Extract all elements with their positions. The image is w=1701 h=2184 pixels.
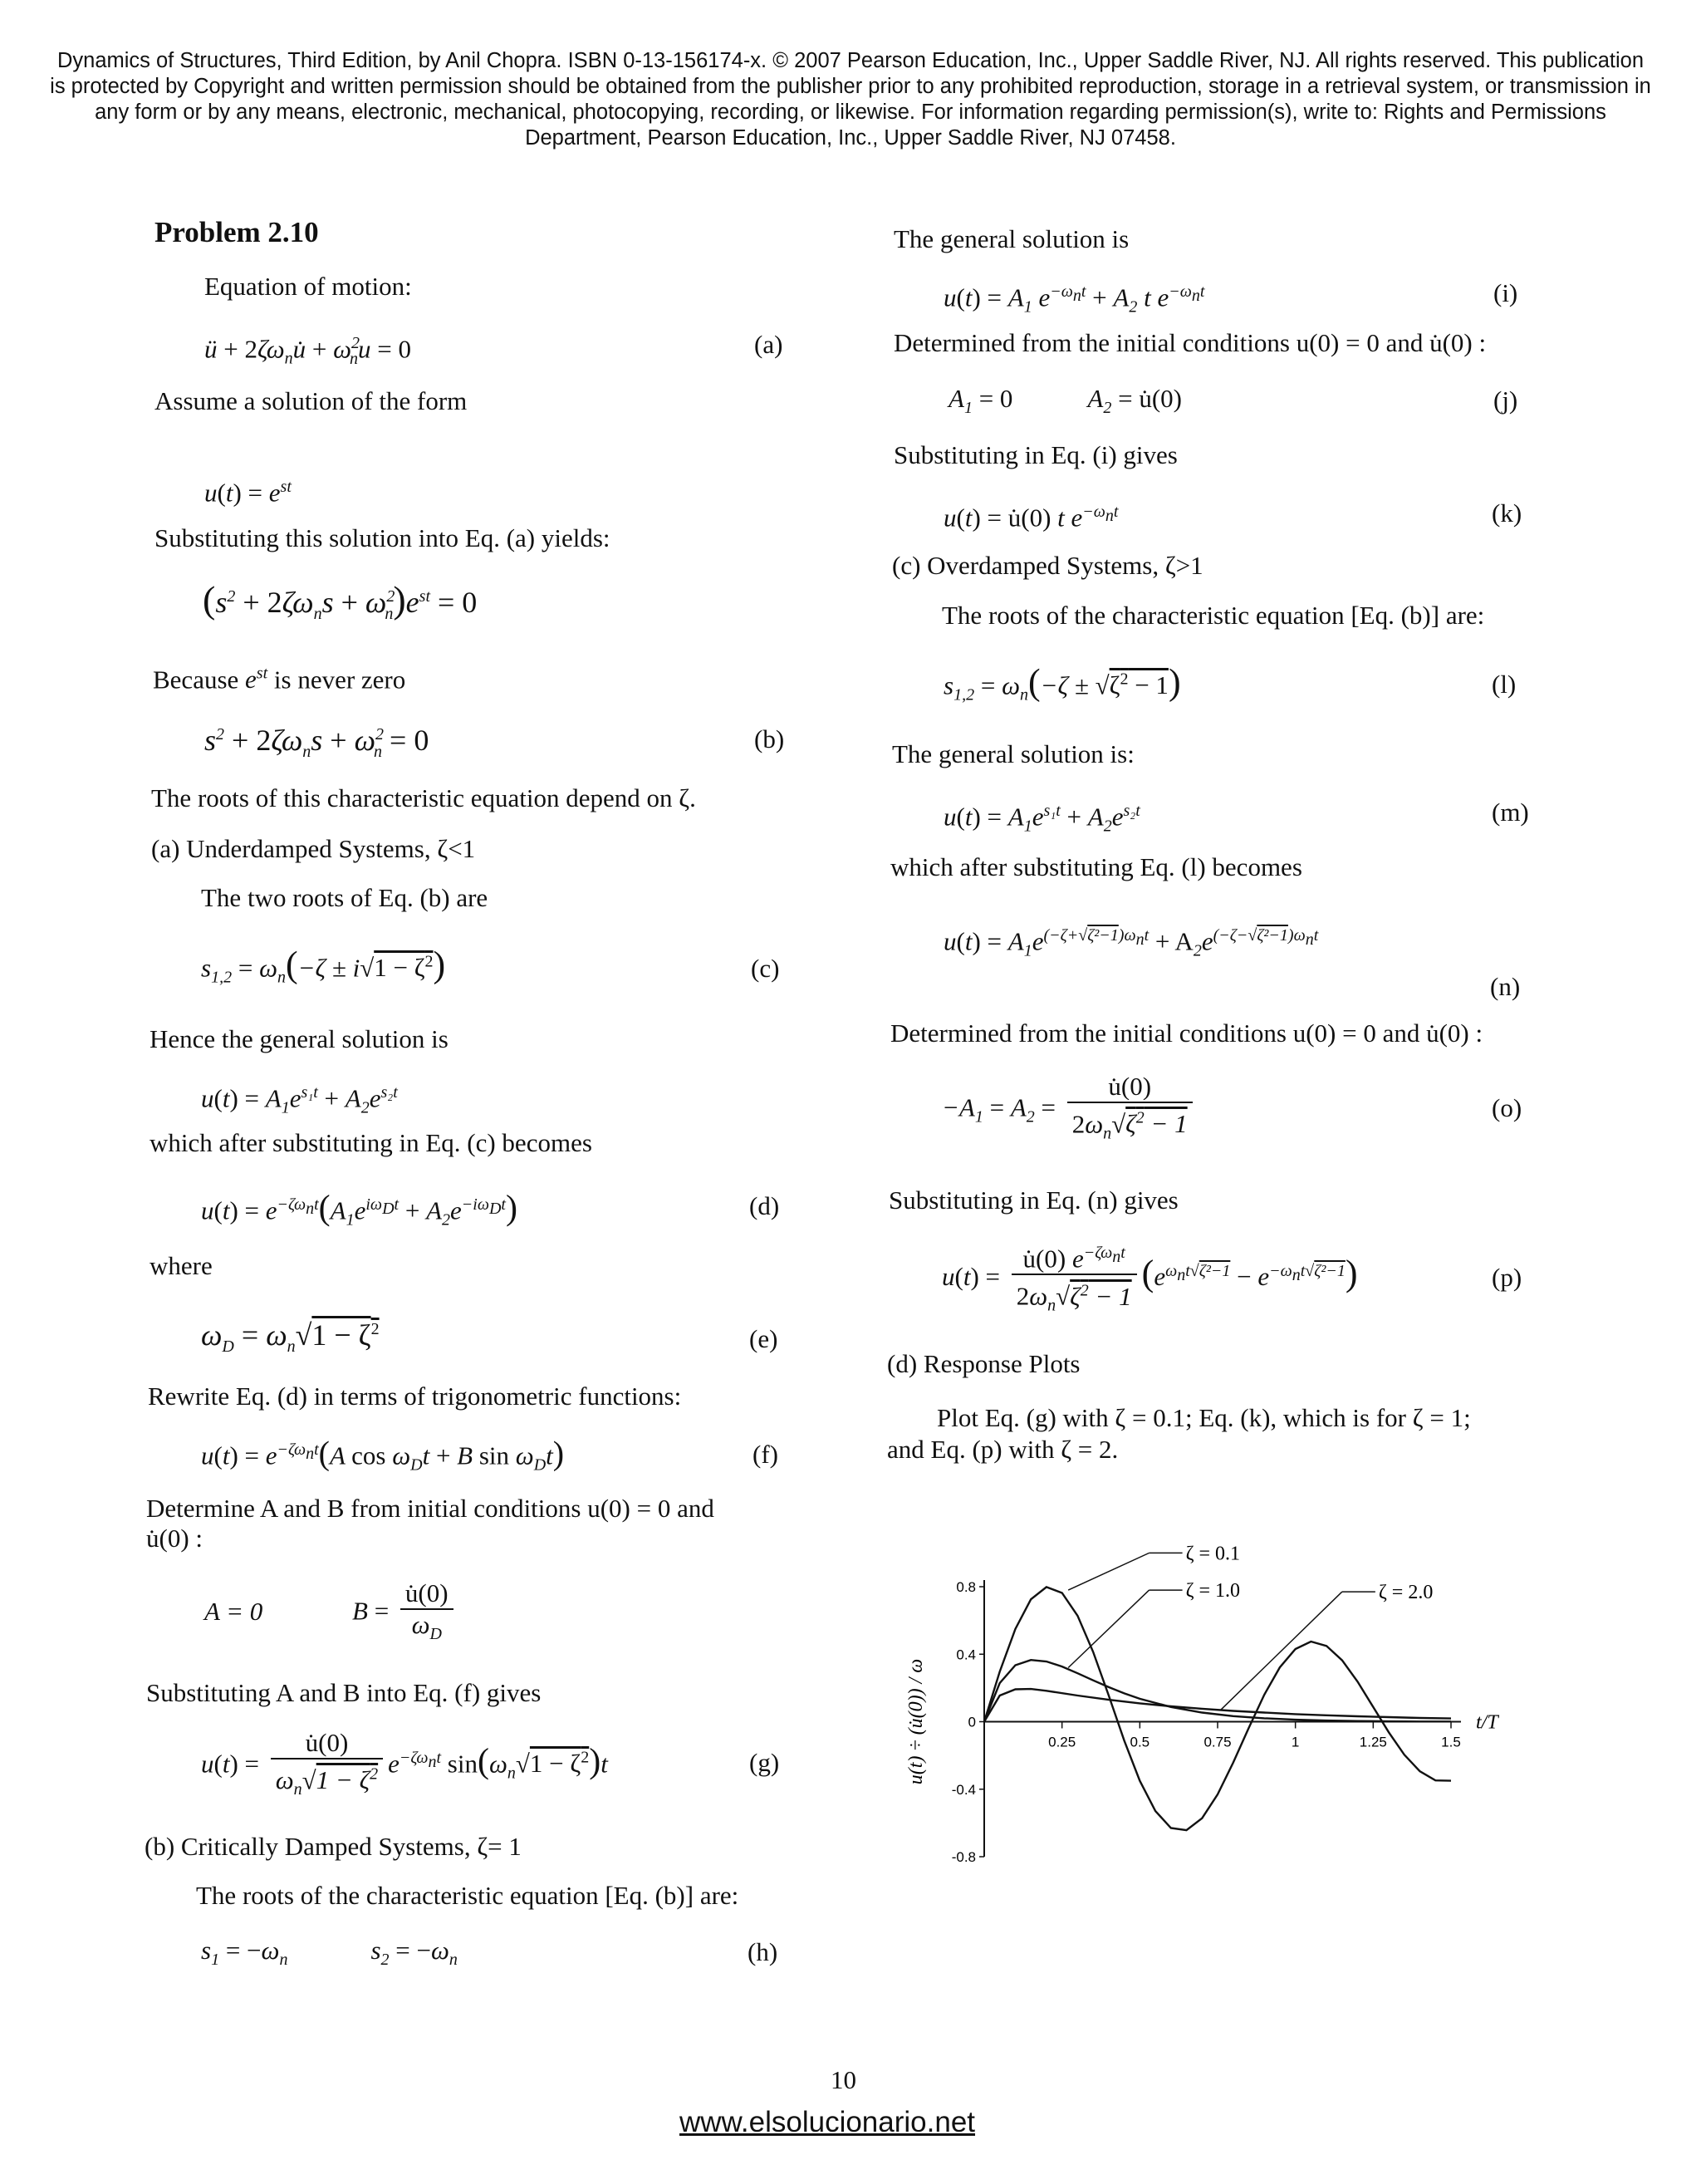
x-axis-label: t/T — [1476, 1711, 1498, 1734]
after-l-text: which after substituting Eq. (l) becomes — [890, 852, 1302, 881]
response-plots-heading: (d) Response Plots — [887, 1349, 1081, 1378]
copyright-notice: Dynamics of Structures, Third Edition, by Anil Chopra. ISBN 0-13-156174-x. © 2007 Pearson Education, Inc., Upper Saddle River, NJ. All rights reserved. This publication is protected by Copyright and written permission should be obtained from the publisher prior to any prohibited reproduction, storage in a retrieval system, or transmission in any form or by any means, electronic, mechanical, photocopying, recording, or likewise. For information regarding permission(s), write to: Rights and Permissions Department, Pearson Education, Inc., Upper Saddle River, NJ 07458. — [50, 49, 1651, 150]
y-tick-label: 0.8 — [956, 1579, 976, 1595]
equation-p: u(t) = $\frac{u̇(0) e^{-\zeta\omega_nt}}{2\omega_n√\zeta^2 - 1}$ $(e^{\omega_nt√\zeta^2-1} - e^{-\omega_nt√\zeta^2-1})$ — [942, 1238, 1358, 1321]
y-tick-label: -0.8 — [951, 1849, 976, 1865]
critical-roots-text: The roots of the characteristic equation [Eq. (b)] are: — [196, 1881, 739, 1910]
equation-j: $A_1 = 0$ $A_2$ = u̇(0) — [949, 384, 1182, 418]
equation-o: $-A_1 = A_2$ = $\frac{u̇(0)}{2\omega_n√\zeta^2 - 1}$ — [942, 1072, 1198, 1149]
y-tick-label: -0.4 — [951, 1781, 976, 1798]
label-l: (l) — [1492, 670, 1517, 699]
x-tick-label: 0.75 — [1203, 1734, 1232, 1750]
equation-l: $s_{1,2} = \omega_n(-\zeta \pm √\zeta^2 - 1)$ — [944, 661, 1181, 704]
label-d: (d) — [749, 1191, 780, 1220]
equation-g: u(t) = $\frac{u̇(0)}{\omega_n√1 - \zeta^2}$ $e^{-\zeta\omega_nt}$ $\sin(\omega_n√1 - \zeta^2)t$ — [201, 1728, 608, 1799]
equation-subst: $(s^2 + 2\zeta\omega_ns + \omega^2_n)e^{st} = 0$ — [203, 578, 478, 624]
equation-trial-solution: $u(t) = e^{st}$ — [204, 478, 292, 508]
x-tick-label: 1.5 — [1441, 1734, 1461, 1750]
underdamped-heading: (a) Underdamped Systems, ζ<1 — [151, 834, 476, 863]
eom-intro: Equation of motion: — [204, 272, 412, 301]
over-roots-text: The roots of the characteristic equation [Eq. (b)] are: — [942, 601, 1485, 630]
equation-a: ü + $2\zeta\omega_nu̇ + \omega^2_nu = 0$ — [204, 334, 412, 368]
series-line-3 — [984, 1689, 1451, 1721]
label-f: (f) — [752, 1440, 778, 1469]
page-number: 10 — [831, 2065, 856, 2094]
roots-depend-text: The roots of this characteristic equation depend on ζ. — [151, 783, 696, 812]
source-url[interactable]: www.elsolucionario.net — [679, 2106, 976, 2138]
leader-line-3 — [1221, 1592, 1342, 1710]
label-h: (h) — [748, 1937, 778, 1966]
label-m: (m) — [1492, 798, 1529, 827]
equation-B: B = $\frac{u̇(0)}{\omega_D}$ — [352, 1578, 458, 1649]
equation-e: $\omega_D = \omega_n√1 - \zeta^2$ — [201, 1318, 380, 1357]
equation-general: $u(t) = A_1e^{s_1t} + A_2e^{s_2t}$ — [201, 1083, 398, 1117]
two-roots-text: The two roots of Eq. (b) are — [201, 883, 488, 912]
series-label-2: ζ = 1.0 — [1185, 1580, 1241, 1602]
subst-i-text: Substituting in Eq. (i) gives — [894, 440, 1178, 469]
equation-i: $u(t) = A_1$ $e^{-\omega_nt} + A_2$ t $e^{-\omega_nt}$ — [944, 282, 1205, 317]
subst-n-text: Substituting in Eq. (n) gives — [889, 1185, 1179, 1215]
plot-text-1: Plot Eq. (g) with ζ = 0.1; Eq. (k), which is for ζ = 1; — [937, 1403, 1471, 1432]
critical-heading: (b) Critically Damped Systems, ζ= 1 — [145, 1832, 522, 1861]
label-j: (j) — [1493, 385, 1518, 415]
x-tick-label: 1.25 — [1359, 1734, 1387, 1750]
label-k: (k) — [1492, 498, 1522, 528]
label-o: (o) — [1492, 1093, 1522, 1122]
equation-d: $u(t) = e^{-\zeta\omega_nt}(A_1e^{i\omega_Dt} + A_2e^{-i\omega_Dt})$ — [201, 1189, 517, 1229]
y-tick-label: 0 — [968, 1714, 976, 1730]
plot-text-2: and Eq. (p) with ζ = 2. — [887, 1435, 1119, 1464]
determine-ab-text: Determine A and B from initial conditions u(0) = 0 and u̇(0) : — [146, 1494, 714, 1553]
label-n: (n) — [1490, 972, 1521, 1001]
series-label-3: ζ = 2.0 — [1378, 1582, 1434, 1604]
equation-b: $s^2 + 2\zeta\omega_ns + \omega^2_n = 0$ — [204, 724, 429, 762]
because-text: Because $e^{st}$ is never zero — [153, 665, 406, 694]
y-axis-label: u(t) ÷ (u̇(0)) / ω — [905, 1658, 927, 1785]
series-line-2 — [984, 1660, 1451, 1721]
leader-line-1 — [1068, 1553, 1149, 1590]
subst-ab-text: Substituting A and B into Eq. (f) gives — [146, 1678, 542, 1707]
x-tick-label: 0.5 — [1130, 1734, 1150, 1750]
problem-title: Problem 2.10 — [154, 216, 319, 248]
x-tick-label: 0.25 — [1048, 1734, 1076, 1750]
y-tick-label: 0.4 — [956, 1647, 976, 1663]
subst-a-text: Substituting this solution into Eq. (a) yields: — [154, 523, 610, 552]
label-c: (c) — [751, 954, 780, 983]
equation-f: $u(t) = e^{-\zeta\omega_nt}(A$ $\cos \omega_Dt + B$ $\sin \omega_Dt$) — [201, 1434, 565, 1475]
overdamped-heading: (c) Overdamped Systems, ζ>1 — [892, 551, 1203, 580]
equation-m: $u(t) = A_1e^{s_1t} + A_2e^{s_2t}$ — [944, 802, 1140, 836]
equation-h: $s_1 = -\omega_n$ $s_2 = -\omega_n$ — [201, 1936, 458, 1970]
label-e: (e) — [749, 1324, 778, 1353]
label-g: (g) — [749, 1748, 780, 1777]
where-text: where — [150, 1251, 213, 1280]
general-solution-text: The general solution is — [894, 224, 1130, 253]
det-ic-2-text: Determined from the initial conditions u(0) = 0 and u̇(0) : — [890, 1018, 1483, 1048]
rewrite-text: Rewrite Eq. (d) in terms of trigonometric functions: — [148, 1382, 682, 1411]
det-ic-text: Determined from the initial conditions u(0) = 0 and u̇(0) : — [894, 328, 1487, 357]
series-label-1: ζ = 0.1 — [1185, 1543, 1241, 1565]
after-c-text: which after substituting in Eq. (c) becomes — [150, 1128, 592, 1157]
label-p: (p) — [1492, 1263, 1522, 1292]
label-a: (a) — [754, 330, 783, 359]
response-chart — [897, 1499, 1545, 1890]
equation-A-zero: A = 0 — [204, 1597, 263, 1626]
equation-n: $u(t) = A_1e^{(-\zeta+√\zeta^2-1)\omega_nt} + A_2e^{(-\zeta-√\zeta^2-1)\omega_nt}$ — [944, 926, 1319, 960]
label-i: (i) — [1493, 278, 1518, 307]
x-tick-label: 1 — [1291, 1734, 1300, 1750]
hence-text: Hence the general solution is — [150, 1024, 449, 1053]
series-line-1 — [984, 1587, 1451, 1830]
equation-k: u(t) = u̇(0) t $e^{-\omega_nt}$ — [944, 503, 1119, 533]
general-solution-2-text: The general solution is: — [892, 739, 1135, 768]
label-b: (b) — [754, 724, 785, 753]
assume-text: Assume a solution of the form — [154, 386, 468, 415]
equation-c: $s_{1,2} = \omega_n(-\zeta \pm i√1 - \zeta^2)$ — [201, 944, 446, 987]
leader-line-2 — [1068, 1590, 1149, 1667]
